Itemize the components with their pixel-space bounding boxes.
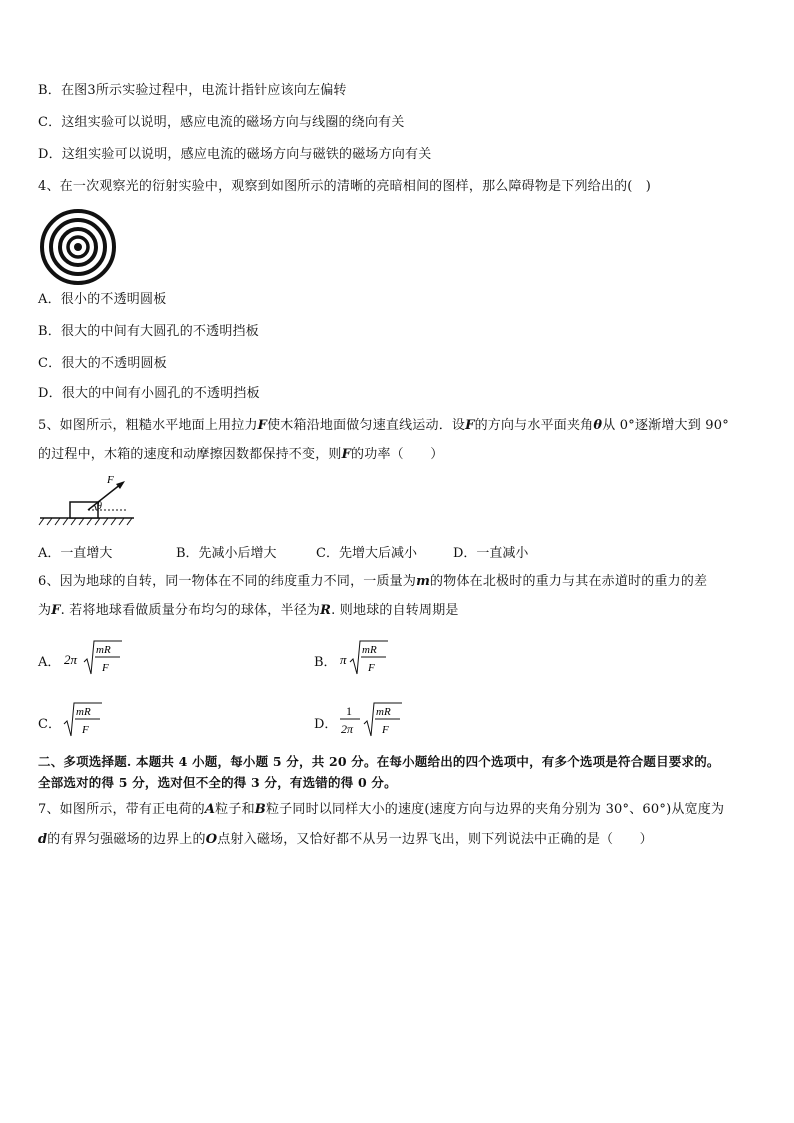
question-7-stem-line1 <box>38 802 724 818</box>
question-6-text: . 若将地球看做质量分布均匀的球体，半径为 <box>60 603 321 618</box>
sqrt-numerator: mR <box>76 706 91 718</box>
sqrt-denominator: F <box>368 662 375 674</box>
question-7-stem-line2 <box>38 832 653 848</box>
var-o: O <box>205 832 218 847</box>
question-6-option-d-formula <box>338 698 408 742</box>
question-4-stem: 4、在一次观察光的衍射实验中，观察到如图所示的清晰的亮暗相间的图样，那么障碍物是下列给出的( ) <box>38 179 652 194</box>
question-6-stem-line2 <box>38 603 459 619</box>
var-f: F <box>257 418 268 433</box>
sqrt-denominator: F <box>102 662 109 674</box>
diffraction-pattern-figure <box>39 208 117 286</box>
question-5-text: 的过程中，木箱的速度和动摩擦因数都保持不变，则 <box>38 447 342 462</box>
fraction-denominator: 2π <box>341 722 354 736</box>
var-r: R <box>320 603 332 618</box>
figure-theta-label: θ <box>97 501 102 512</box>
question-6-stem-line1 <box>38 574 707 590</box>
question-4-option-b: B．很大的中间有大圆孔的不透明挡板 <box>38 324 259 339</box>
question-5-stem-line1 <box>38 418 729 434</box>
question-5-text: 的方向与水平面夹角 <box>474 418 594 433</box>
question-5-option-b: B．先减小后增大 <box>176 546 277 561</box>
var-d: d <box>38 832 48 847</box>
question-6-text: 为 <box>38 603 52 618</box>
question-6-option-a-formula <box>62 636 132 680</box>
box-force-figure <box>38 474 138 530</box>
question-5-option-d: D．一直减小 <box>453 546 529 561</box>
var-f: F <box>341 447 352 462</box>
question-4-option-c: C．很大的不透明圆板 <box>38 356 167 371</box>
question-4-option-d: D．很大的中间有小圆孔的不透明挡板 <box>38 386 260 401</box>
var-m: m <box>416 574 431 589</box>
section-2-heading: 二、多项选择题. 本题共 4 小题，每小题 5 分，共 20 分。在每小题给出的四个选项中，有多个选项是符合题目要求的。 <box>38 754 720 769</box>
option-d-prev: D．这组实验可以说明，感应电流的磁场方向与磁铁的磁场方向有关 <box>38 147 432 162</box>
coef-pi: π <box>340 652 347 667</box>
sqrt-numerator: mR <box>376 706 391 718</box>
var-a: A <box>204 802 216 817</box>
question-6-text: . 则地球的自转周期是 <box>331 603 459 618</box>
question-4-option-a: A．很小的不透明圆板 <box>38 292 167 307</box>
question-6-text: 6、因为地球的自转，同一物体在不同的纬度重力不同，一质量为 <box>38 574 417 589</box>
question-6-option-b-label: B． <box>314 655 337 670</box>
question-7-text: 7、如图所示，带有正电荷的 <box>38 802 205 817</box>
question-7-text: 点射入磁场，又恰好都不从另一边界飞出，则下列说法中正确的是（ ） <box>217 832 653 847</box>
question-6-option-a-label: A． <box>38 655 61 670</box>
question-5-text: 从 0°逐渐增大到 90° <box>602 418 729 433</box>
question-6-option-c-label: C． <box>38 717 61 732</box>
question-7-text: 的有界匀强磁场的边界上的 <box>47 832 206 847</box>
question-7-text: 粒子和 <box>215 802 255 817</box>
coef-2pi: 2π <box>64 652 78 667</box>
sqrt-denominator: F <box>382 724 389 736</box>
question-5-option-c: C．先增大后减小 <box>316 546 417 561</box>
question-5-text: 5、如图所示，粗糙水平地面上用拉力 <box>38 418 258 433</box>
sqrt-denominator: F <box>82 724 89 736</box>
question-7-text: 粒子同时以同样大小的速度(速度方向与边界的夹角分别为 30°、60°)从宽度为 <box>265 802 725 817</box>
question-6-text: 的物体在北极时的重力与其在赤道时的重力的差 <box>430 574 708 589</box>
figure-f-label: F <box>107 474 114 486</box>
question-5-stem-line2 <box>38 447 443 463</box>
fraction-numerator: 1 <box>346 704 352 718</box>
var-theta: θ <box>593 418 603 433</box>
question-6-option-b-formula <box>338 636 398 680</box>
option-c-prev: C．这组实验可以说明，感应电流的磁场方向与线圈的绕向有关 <box>38 115 405 130</box>
question-5-text: 使木箱沿地面做匀速直线运动．设 <box>267 418 466 433</box>
var-f: F <box>465 418 475 433</box>
question-5-option-a: A．一直增大 <box>38 546 113 561</box>
question-5-text: 的功率（ ） <box>351 447 444 462</box>
question-6-option-d-label: D． <box>314 717 338 732</box>
sqrt-numerator: mR <box>96 644 111 656</box>
option-b-prev: B．在图3所示实验过程中，电流计指针应该向左偏转 <box>38 83 347 98</box>
section-2-scoring: 全部选对的得 5 分，选对但不全的得 3 分，有选错的得 0 分。 <box>38 775 397 790</box>
question-6-option-c-formula <box>62 698 112 742</box>
var-b: B <box>254 802 266 817</box>
var-f: F <box>51 603 61 618</box>
sqrt-numerator: mR <box>362 644 377 656</box>
